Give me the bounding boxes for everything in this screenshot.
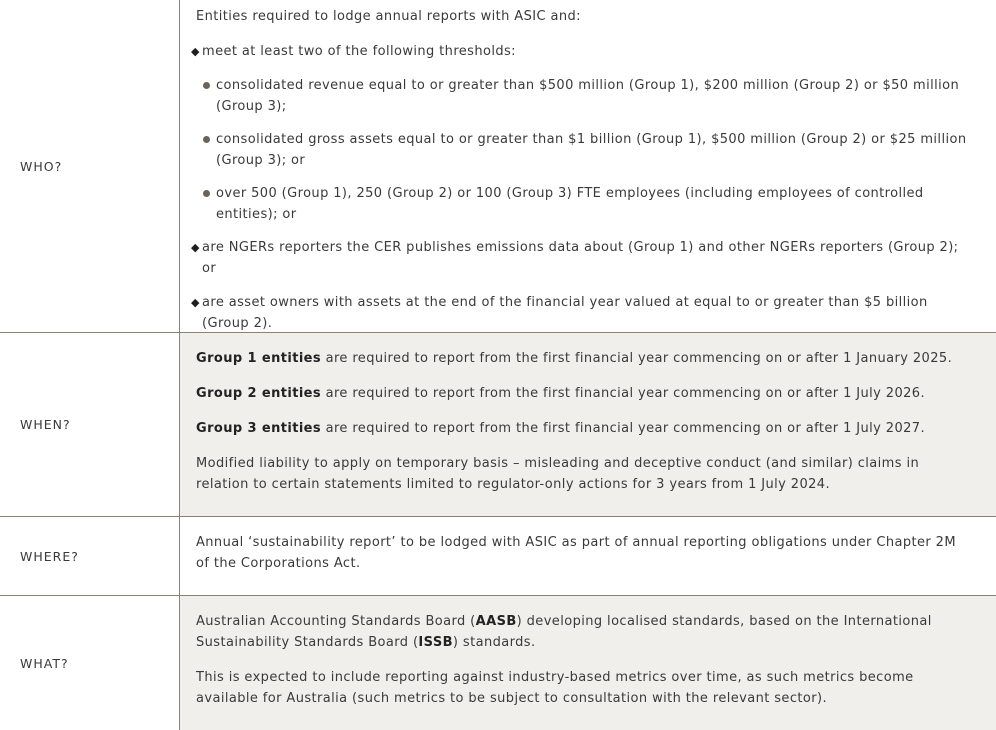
row-content-when: [180, 333, 996, 516]
diamond-bullet-icon: ◆: [191, 241, 200, 254]
who-subbullet-assets: consolidated gross assets equal to or greater than $1 billion (Group 1), $500 million (Group 2) or $25 million (Group 3); or: [203, 129, 970, 171]
row-label-where: WHERE?: [0, 517, 180, 595]
diamond-bullet-icon: ◆: [191, 296, 200, 309]
what-standards: Australian Accounting Standards Board (AASB) developing localised standards, based on the International Sustainability Standards Board (ISSB) standards.: [196, 614, 932, 650]
diamond-bullet-icon: ◆: [191, 45, 200, 58]
who-bullet-ngers: ◆ are NGERs reporters the CER publishes emissions data about (Group 1) and other NGERs reporters (Group 2); or: [196, 237, 970, 279]
when-group-2: Group 2 entities are required to report from the first financial year commencing on or after 1 July 2026.: [196, 386, 926, 401]
row-content-where: [180, 517, 996, 595]
who-bullet-asset-owners: ◆ are asset owners with assets at the end of the financial year valued at equal to or greater than $5 billion (Group 2).: [196, 292, 970, 334]
who-subbullet-employees: over 500 (Group 1), 250 (Group 2) or 100 (Group 3) FTE employees (including employees of controlled entities); or: [203, 183, 970, 225]
what-industry-metrics: This is expected to include reporting against industry-based metrics over time, as such metrics become available for Australia (such metrics to be subject to consultation with the relevant sector).: [196, 670, 914, 706]
dot-bullet-icon: [203, 190, 210, 197]
row-who: [0, 0, 996, 333]
row-label-who: WHO?: [0, 0, 180, 332]
row-when: [0, 333, 996, 517]
row-content-who: [180, 0, 996, 332]
dot-bullet-icon: [203, 136, 210, 143]
dot-bullet-icon: [203, 82, 210, 89]
who-intro: Entities required to lodge annual reports with ASIC and:: [196, 9, 581, 24]
when-liability-note: Modified liability to apply on temporary basis – misleading and deceptive conduct (and similar) claims in relation to certain statements limited to regulator-only actions for 3 years from 1 July 2024.: [196, 456, 920, 492]
when-group-3: Group 3 entities are required to report from the first financial year commencing on or after 1 July 2027.: [196, 421, 926, 436]
row-label-what: WHAT?: [0, 596, 180, 730]
where-text: Annual ‘sustainability report’ to be lodged with ASIC as part of annual reporting obligations under Chapter 2M of the Corporations Act.: [196, 535, 956, 571]
row-what: [0, 596, 996, 730]
row-where: [0, 517, 996, 596]
who-bullet-thresholds: ◆ meet at least two of the following thresholds:: [196, 41, 970, 62]
row-label-when: WHEN?: [0, 333, 180, 516]
row-content-what: [180, 596, 996, 730]
when-group-1: Group 1 entities are required to report from the first financial year commencing on or after 1 January 2025.: [196, 351, 953, 366]
who-subbullet-revenue: consolidated revenue equal to or greater than $500 million (Group 1), $200 million (Group 2) or $50 million (Group 3);: [203, 75, 970, 117]
